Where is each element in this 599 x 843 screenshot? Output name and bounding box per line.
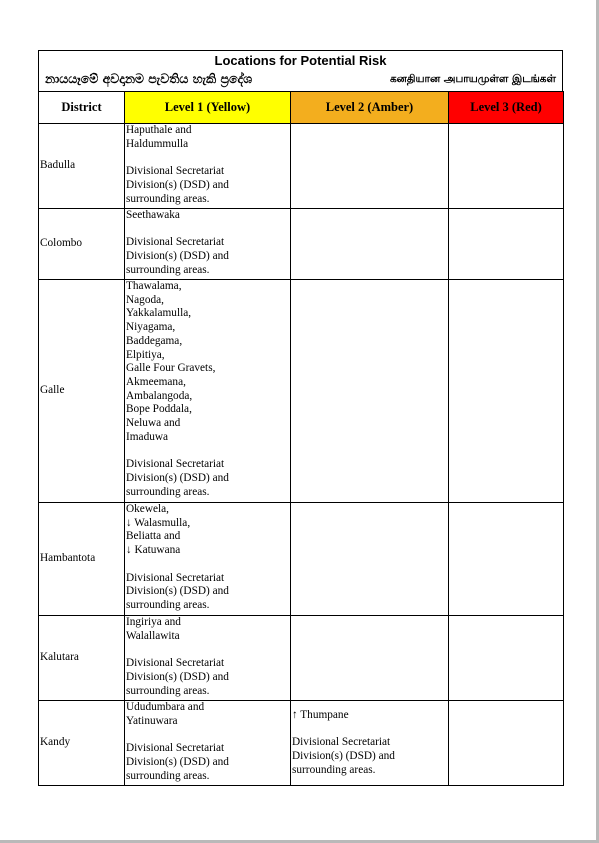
level1-cell xyxy=(125,280,291,503)
dsd-note: surrounding areas. xyxy=(126,598,210,611)
dsd-note: Division(s) (DSD) and xyxy=(126,471,229,484)
level3-cell xyxy=(449,209,564,280)
title-sinhala: නායයෑමේ අවදානම පැවතිය හැකි ප්‍රදේශ xyxy=(45,71,253,86)
risk-table xyxy=(38,91,564,786)
level1-cell xyxy=(125,616,291,701)
level3-cell xyxy=(449,503,564,616)
dsd-note: Division(s) (DSD) and xyxy=(126,178,229,191)
spacer xyxy=(126,728,289,742)
title-tamil: கனதியான அபாயமுள்ள இடங்கள் xyxy=(389,73,556,85)
dsd-note: surrounding areas. xyxy=(126,769,210,782)
level1-cell xyxy=(125,209,291,280)
dsd-note: Divisional Secretariat xyxy=(126,571,225,584)
spacer xyxy=(126,643,289,657)
table-row xyxy=(39,503,564,616)
header-level2: Level 2 (Amber) xyxy=(291,92,449,124)
dsd-note: surrounding areas. xyxy=(292,763,376,776)
location-name: ↓ Katuwana xyxy=(126,544,181,557)
location-name: Baddegama, xyxy=(126,334,183,347)
title-block xyxy=(38,50,563,91)
dsd-note: surrounding areas. xyxy=(126,192,210,205)
location-name: Okewela, xyxy=(126,503,169,515)
location-name: ↑ Thumpane xyxy=(292,709,349,721)
level2-cell xyxy=(291,701,449,786)
location-name: ↓ Walasmulla, xyxy=(126,516,191,529)
level3-cell xyxy=(449,124,564,209)
dsd-note: Divisional Secretariat xyxy=(126,742,225,755)
dsd-note: Division(s) (DSD) and xyxy=(126,585,229,598)
header-row xyxy=(39,92,564,124)
level3-cell xyxy=(449,280,564,503)
risk-document xyxy=(38,50,563,786)
dsd-note: surrounding areas. xyxy=(126,263,210,276)
level2-cell xyxy=(291,616,449,701)
dsd-note: Division(s) (DSD) and xyxy=(126,755,229,768)
level1-cell xyxy=(125,701,291,786)
location-name: Neluwa and xyxy=(126,417,181,430)
location-name: Bope Poddala, xyxy=(126,403,192,416)
location-name: Galle Four Gravets, xyxy=(126,362,216,375)
location-name: Nagoda, xyxy=(126,293,164,306)
spacer xyxy=(126,558,289,572)
level1-cell xyxy=(125,124,291,209)
location-name: Haldummulla xyxy=(126,137,189,150)
level3-cell xyxy=(449,616,564,701)
location-name: Walallawita xyxy=(126,629,180,642)
spacer xyxy=(126,151,289,165)
location-name: Beliatta and xyxy=(126,530,181,543)
dsd-note: Divisional Secretariat xyxy=(126,236,225,249)
district-cell: Colombo xyxy=(39,209,125,280)
table-row xyxy=(39,209,564,280)
dsd-note: Divisional Secretariat xyxy=(126,657,225,670)
dsd-note: Division(s) (DSD) and xyxy=(126,250,229,263)
table-body xyxy=(39,124,564,786)
location-name: Ingiriya and xyxy=(126,616,181,628)
dsd-note: surrounding areas. xyxy=(126,485,210,498)
level2-cell xyxy=(291,280,449,503)
location-name: Akmeemana, xyxy=(126,375,186,388)
table-row xyxy=(39,701,564,786)
location-name: Ududumbara and xyxy=(126,701,205,713)
level3-cell xyxy=(449,701,564,786)
title-english: Locations for Potential Risk xyxy=(214,53,387,68)
location-name: Yatinuwara xyxy=(126,714,178,727)
location-name: Seethawaka xyxy=(126,209,180,221)
spacer xyxy=(292,723,447,737)
dsd-note: Divisional Secretariat xyxy=(292,736,391,749)
location-name: Yakkalamulla, xyxy=(126,307,192,320)
spacer xyxy=(126,223,289,237)
header-level1: Level 1 (Yellow) xyxy=(125,92,291,124)
location-name: Elpitiya, xyxy=(126,348,165,361)
district-cell: Kalutara xyxy=(39,616,125,701)
table-row xyxy=(39,616,564,701)
dsd-note: Divisional Secretariat xyxy=(126,165,225,178)
header-level3: Level 3 (Red) xyxy=(449,92,564,124)
level2-cell xyxy=(291,503,449,616)
location-name: Ambalangoda, xyxy=(126,389,193,402)
dsd-note: surrounding areas. xyxy=(126,684,210,697)
district-cell: Hambantota xyxy=(39,503,125,616)
spacer xyxy=(126,444,289,458)
dsd-note: Division(s) (DSD) and xyxy=(126,670,229,683)
dsd-note: Divisional Secretariat xyxy=(126,458,225,471)
dsd-note: Division(s) (DSD) and xyxy=(292,750,395,763)
location-name: Haputhale and xyxy=(126,124,192,136)
table-row xyxy=(39,124,564,209)
district-cell: Kandy xyxy=(39,701,125,786)
table-row xyxy=(39,280,564,503)
location-name: Thawalama, xyxy=(126,280,182,292)
district-cell: Badulla xyxy=(39,124,125,209)
location-name: Niyagama, xyxy=(126,321,176,334)
level2-cell xyxy=(291,209,449,280)
level1-cell xyxy=(125,503,291,616)
location-name: Imaduwa xyxy=(126,430,169,443)
header-district: District xyxy=(39,92,125,124)
level2-cell xyxy=(291,124,449,209)
district-cell: Galle xyxy=(39,280,125,503)
